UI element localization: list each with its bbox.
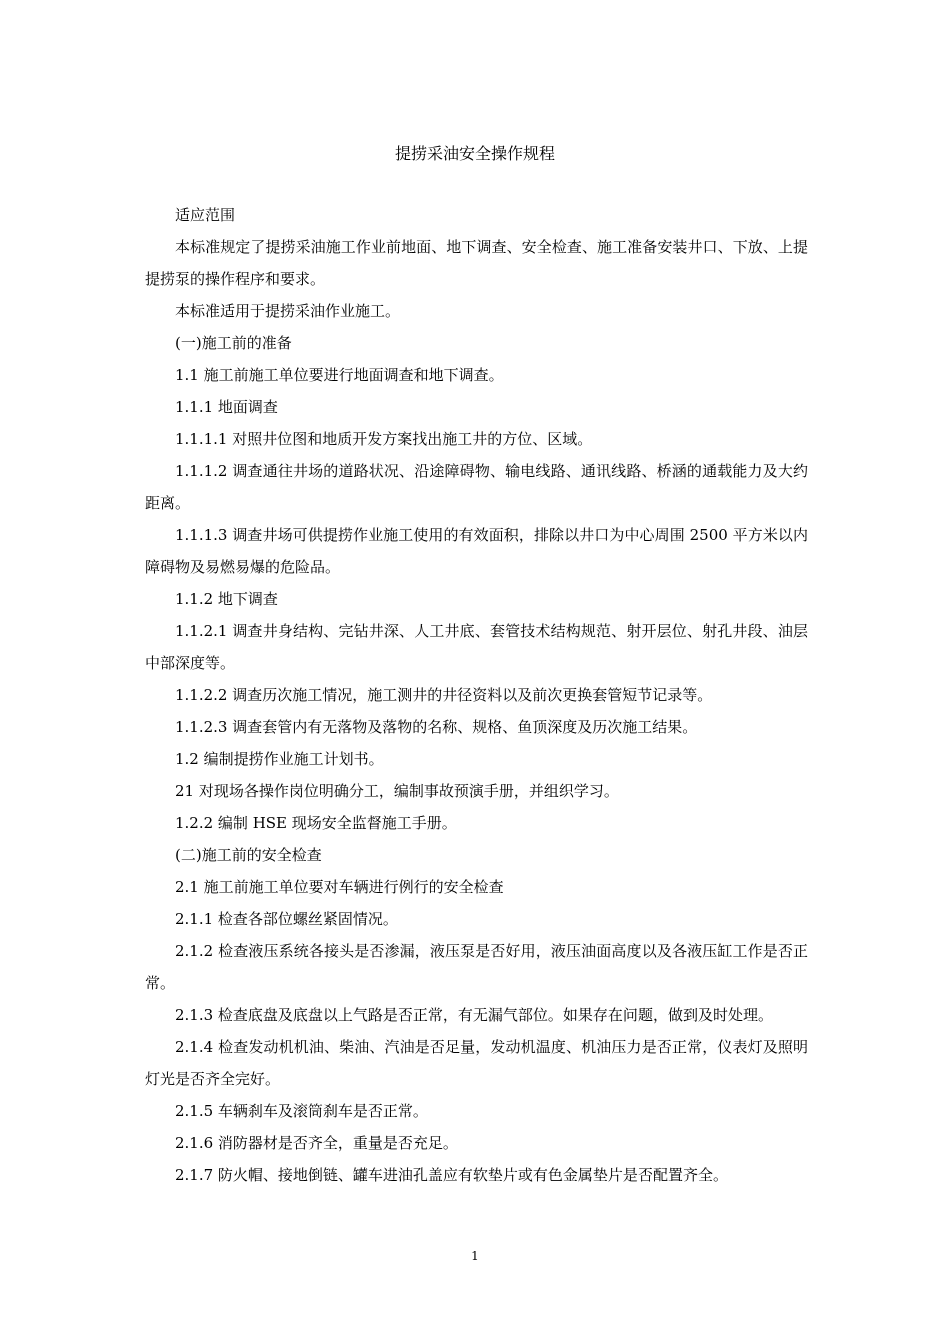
paragraph: 2.1.3 检查底盘及底盘以上气路是否正常，有无漏气部位。如果存在问题，做到及时处理。 (175, 1006, 773, 1024)
section-heading: 适应范围 (175, 206, 236, 224)
paragraph: 1.1.2.2 调查历次施工情况，施工测井的井径资料以及前次更换套管短节记录等。 (175, 686, 713, 704)
section-heading: (一)施工前的准备 (175, 334, 292, 352)
paragraph: 1.2 编制提捞作业施工计划书。 (175, 750, 384, 768)
paragraph: 2.1.7 防火帽、接地倒链、罐车进油孔盖应有软垫片或有色金属垫片是否配置齐全。 (175, 1166, 728, 1184)
subsection-heading: 1.1.2 地下调查 (175, 590, 278, 608)
paragraph: 2.1.5 车辆刹车及滚筒刹车是否正常。 (175, 1102, 428, 1120)
document-title: 提捞采油安全操作规程 (394, 144, 555, 163)
paragraph: 1.1.2.3 调查套管内有无落物及落物的名称、规格、鱼顶深度及历次施工结果。 (175, 718, 698, 736)
paragraph: 1.1.1.3 调查井场可供提捞作业施工使用的有效面积，排除以井口为中心周围 2500 平方米以内障碍物及易燃易爆的危险品。 (145, 526, 808, 576)
paragraph: 1.2.2 编制 HSE 现场安全监督施工手册。 (175, 814, 457, 832)
paragraph: 2.1.2 检查液压系统各接头是否渗漏，液压泵是否好用，液压油面高度以及各液压缸工作是否正常。 (145, 942, 808, 992)
page-number: 1 (471, 1249, 479, 1263)
paragraph: 1.1.1.2 调查通往井场的道路状况、沿途障碍物、输电线路、通讯线路、桥涵的通载能力及大约距离。 (145, 462, 808, 512)
paragraph: 1.1.2.1 调查井身结构、完钻井深、人工井底、套管技术结构规范、射开层位、射孔井段、油层中部深度等。 (145, 622, 808, 672)
document-body (145, 199, 808, 1191)
section-heading: (二)施工前的安全检查 (175, 846, 322, 864)
paragraph: 本标准适用于提捞采油作业施工。 (175, 302, 401, 320)
paragraph: 1.1 施工前施工单位要进行地面调查和地下调查。 (175, 366, 504, 384)
paragraph: 1.1.1.1 对照井位图和地质开发方案找出施工井的方位、区域。 (175, 430, 593, 448)
paragraph: 2.1.4 检查发动机机油、柴油、汽油是否足量，发动机温度、机油压力是否正常，仪表灯及照明灯光是否齐全完好。 (145, 1038, 808, 1088)
subsection-heading: 1.1.1 地面调查 (175, 398, 278, 416)
paragraph: 2.1.6 消防器材是否齐全，重量是否充足。 (175, 1134, 458, 1152)
paragraph: 2.1 施工前施工单位要对车辆进行例行的安全检查 (175, 878, 504, 896)
paragraph: 2.1.1 检查各部位螺丝紧固情况。 (175, 910, 398, 928)
paragraph: 本标准规定了提捞采油施工作业前地面、地下调查、安全检查、施工准备安装井口、下放、上提提捞泵的操作程序和要求。 (145, 238, 808, 288)
paragraph: 21 对现场各操作岗位明确分工，编制事故预演手册，并组织学习。 (175, 782, 619, 800)
